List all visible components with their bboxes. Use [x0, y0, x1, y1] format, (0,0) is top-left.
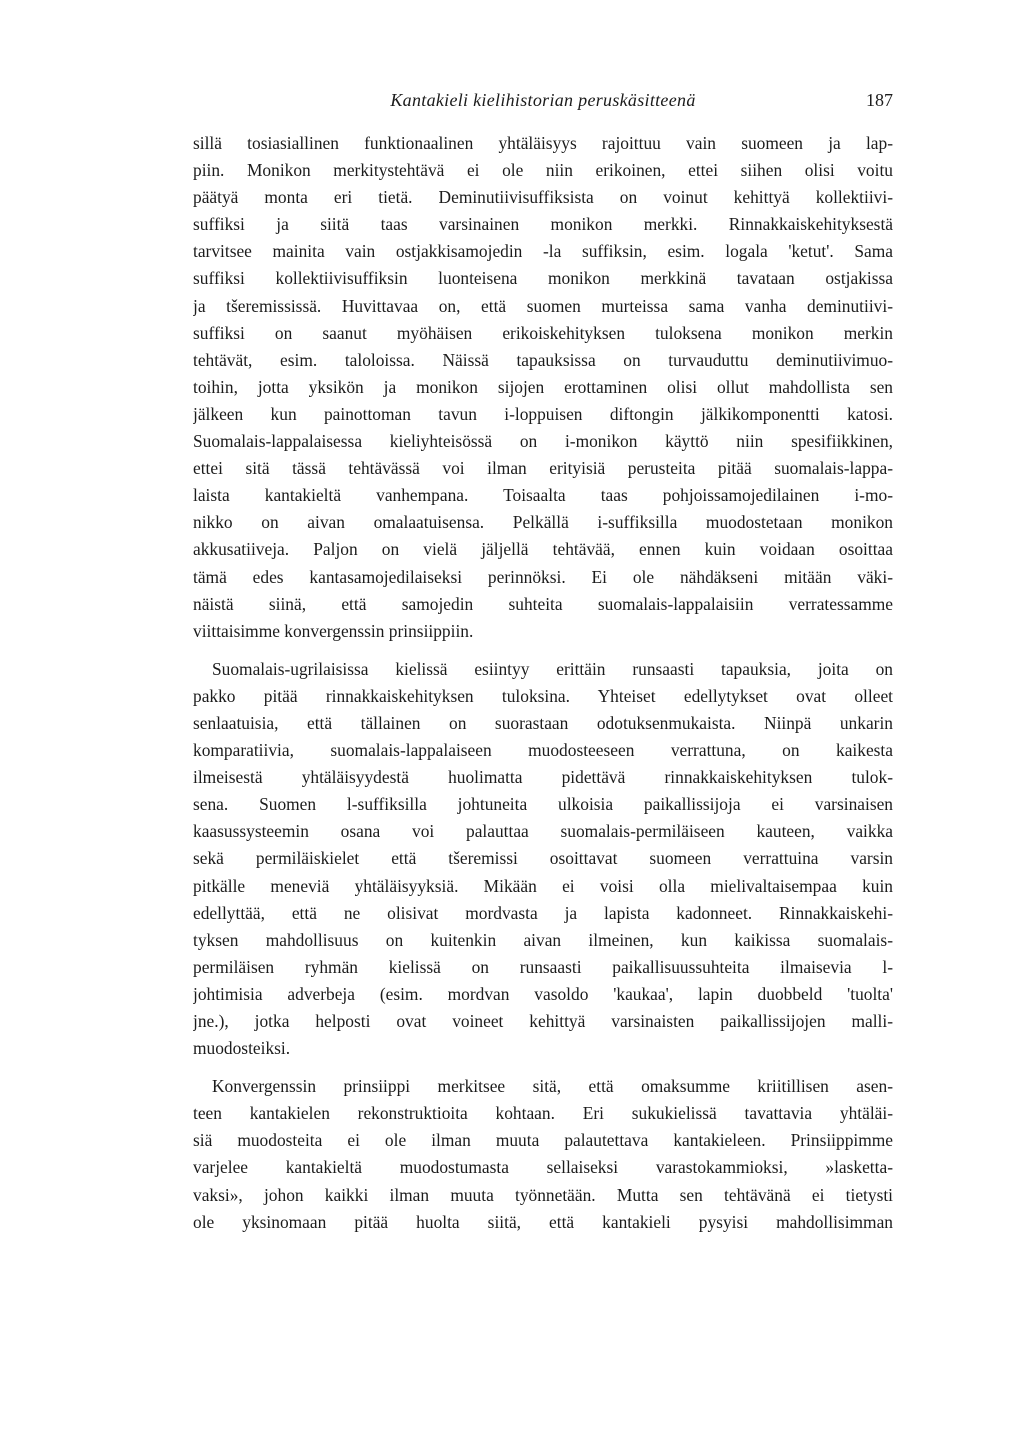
text-line: tehtävät, esim. taloloissa. Näissä tapauksissa on turvauduttu deminutiivimuo-	[193, 349, 893, 370]
text-line: permiläisen ryhmän kielissä on runsaasti paikallisuussuhteita ilmaisevia l-	[193, 956, 893, 977]
text-line: viittaisimme konvergenssin prinsiippiin.	[193, 620, 474, 641]
text-line: laista kantakieltä vanhempana. Toisaalta taas pohjoissamojedilainen i-mo-	[193, 485, 893, 506]
text-line: tämä edes kantasamojedilaiseksi perinnöksi. Ei ole nähdäkseni mitään väki-	[193, 566, 893, 587]
text-line: piin. Monikon merkitystehtävä ei ole niin erikoinen, ettei siihen olisi voitu	[193, 160, 893, 181]
running-title: Kantakieli kielihistorian peruskäsitteenä	[390, 90, 696, 110]
text-line: johtimisia adverbeja (esim. mordvan vasoldo 'kaukaa', lapin duobbeld 'tuolta'	[193, 983, 893, 1004]
paragraph-3	[193, 1073, 893, 1236]
text-line: komparatiivia, suomalais-lappalaiseen muodosteeseen verrattuna, on kaikesta	[193, 740, 893, 761]
text-line: jälkeen kun painottoman tavun i-loppuisen diftongin jälkikomponentti katosi.	[193, 403, 893, 424]
text-line: suffiksi kollektiivisuffiksin luonteisena monikon merkkinä tavataan ostjakissa	[193, 268, 893, 289]
text-line: varjelee kantakieltä muodostumasta sellaiseksi varastokammioksi, »laskettа-	[193, 1157, 893, 1178]
text-line: tarvitsee mainita vain ostjakkisamojedin -la suffiksin, esim. logala 'ketut'. Sama	[193, 241, 893, 262]
text-line: akkusatiiveja. Paljon on vielä jäljellä tehtävää, ennen kuin voidaan osoittaa	[193, 539, 893, 560]
text-line: ettei sitä tässä tehtävässä voi ilman erityisiä perusteita pitää suomalais-lappa-	[193, 458, 893, 479]
text-line: Suomalais-lappalaisessa kieliyhteisössä on i-monikon käyttö niin spesifiikkinen,	[193, 431, 893, 452]
text-line: pitkälle meneviä yhtäläisyyksiä. Mikään ei voisi olla mielivaltaisempaa kuin	[193, 875, 893, 896]
text-line: kaasussysteemin osana voi palauttaa suomalais-permiläiseen kauteen, vaikka	[193, 821, 893, 842]
text-line: sillä tosiasiallinen funktionaalinen yhtäläisyys rajoittuu vain suomeen ja lap-	[193, 133, 893, 153]
running-head	[193, 90, 893, 118]
text-line: muodosteiksi.	[193, 1038, 291, 1059]
text-line: pakko pitää rinnakkaiskehityksen tuloksina. Yhteiset edellytykset ovat olleet	[193, 685, 893, 706]
text-line: ilmeisestä yhtäläisyydestä huolimatta pidettävä rinnakkaiskehityksen tulok-	[193, 767, 893, 788]
text-line: näistä siinä, että samojedin suhteita suomalais-lappalaisiin verratessamme	[193, 593, 893, 614]
text-line: sekä permiläiskielet että tšeremissi osoittavat suomeen verrattuina varsin	[193, 848, 893, 869]
text-line: ole yksinomaan pitää huolta siitä, että kantakieli pysyisi mahdollisimman	[193, 1211, 893, 1232]
page-number: 187	[866, 90, 893, 110]
body-text	[193, 130, 893, 1236]
paragraph-1	[193, 130, 893, 645]
text-line: vaksi», johon kaikki ilman muuta työnnetään. Mutta sen tehtävänä ei tietysti	[193, 1184, 893, 1205]
text-line: ja tšeremississä. Huvittavaa on, että suomen murteissa sama vanha deminutiivi-	[193, 295, 893, 316]
text-line: teen kantakielen rekonstruktioita kohtaan. Eri sukukielissä tavattavia yhtäläi-	[193, 1103, 893, 1124]
text-line: jne.), jotka helposti ovat voineet kehittyä varsinaisten paikallissijojen malli-	[193, 1011, 893, 1031]
text-line: senlaatuisia, että tällainen on suorastaan odotuksenmukaista. Niinpä unkarin	[193, 712, 893, 733]
text-line: toihin, jotta yksikön ja monikon sijojen erottaminen olisi ollut mahdollista sen	[193, 376, 893, 397]
text-line: päätyä monta eri tietä. Deminutiivisuffiksista on voinut kehittyä kollektiivi-	[193, 187, 893, 208]
text-line: Konvergenssin prinsiippi merkitsee sitä, että omaksumme kriitillisen asen-	[212, 1076, 893, 1097]
text-line: suffiksi on saanut myöhäisen erikoiskehityksen tuloksena monikon merkin	[193, 322, 893, 343]
text-line: sena. Suomen l-suffiksilla johtuneita ulkoisia paikallissijoja ei varsinaisen	[193, 794, 893, 815]
text-line: suffiksi ja siitä taas varsinainen monikon merkki. Rinnakkaiskehityksestä	[193, 214, 893, 235]
paragraph-2	[193, 656, 893, 1062]
text-line: tyksen mahdollisuus on kuitenkin aivan ilmeinen, kun kaikissa suomalais-	[193, 929, 893, 950]
text-line: siä muodosteita ei ole ilman muuta palautettava kantakieleen. Prinsiippimme	[193, 1130, 893, 1151]
text-line: nikko on aivan omalaatuisensa. Pelkällä i-suffiksilla muodostetaan monikon	[193, 512, 893, 533]
text-line: Suomalais-ugrilaisissa kielissä esiintyy erittäin runsaasti tapauksia, joita on	[212, 658, 893, 679]
text-line: edellyttää, että ne olisivat mordvasta ja lapista kadonneet. Rinnakkaiskehi-	[193, 902, 893, 923]
